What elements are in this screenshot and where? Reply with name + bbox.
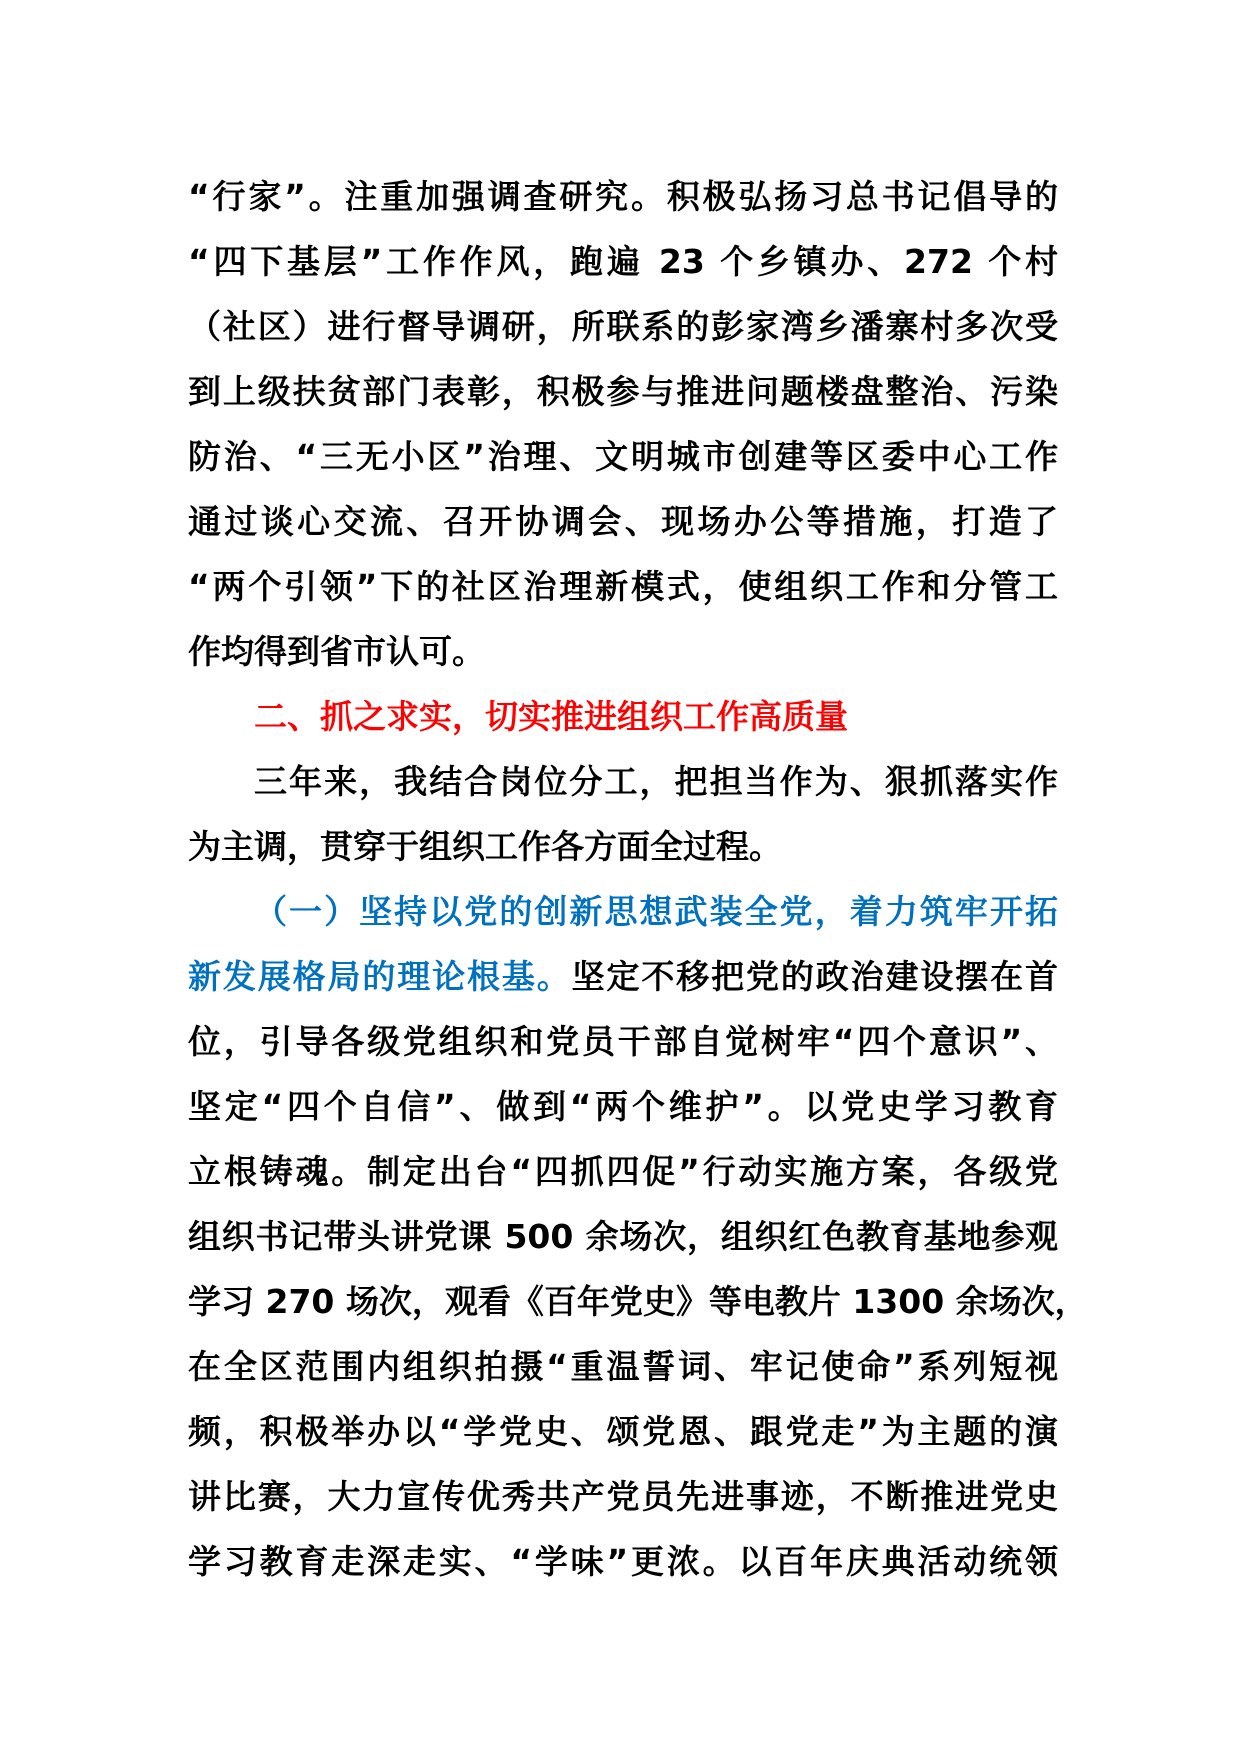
text-line: 讲比赛，大力宣传优秀共产党员先进事迹，不断推进党史 [188,1477,1058,1516]
text-line: 防治、“三无小区”治理、文明城市创建等区委中心工作 [188,437,1058,476]
text-line: 坚定“四个自信”、做到“两个维护”。以党史学习教育 [188,1087,1058,1126]
paragraph-section2-intro [188,749,1058,879]
text-line: 学习 270 场次，观看《百年党史》等电教片 1300 余场次， [188,1282,1088,1321]
text-line: 频，积极举办以“学党史、颂党恩、跟党走”为主题的演 [188,1412,1058,1451]
text-line: （社区）进行督导调研，所联系的彭家湾乡潘寨村多次受 [188,307,1058,346]
text-line: “两个引领”下的社区治理新模式，使组织工作和分管工 [188,567,1058,606]
text-line: 到上级扶贫部门表彰，积极参与推进问题楼盘整治、污染 [188,372,1058,411]
text-line: “行家”。注重加强调查研究。积极弘扬习总书记倡导的 [188,177,1058,216]
text-line: 三年来，我结合岗位分工，把担当作为、狠抓落实作 [254,762,1058,801]
text-line: 组织书记带头讲党课 500 余场次，组织红色教育基地参观 [188,1217,1058,1256]
text-line: “四下基层”工作作风，跑遍 23 个乡镇办、272 个村 [188,242,1058,281]
text-line: 位，引导各级党组织和党员干部自觉树牢“四个意识”、 [188,1022,1058,1061]
subsection-heading-1: （一）坚持以党的创新思想武装全党，着力筑牢开拓 [254,892,1058,931]
text-line-mixed [188,944,1058,1009]
section-heading-2: 二、抓之求实，切实推进组织工作高质量 [254,697,848,736]
text-line: 为主调，贯穿于组织工作各方面全过程。 [188,827,782,866]
text-line: 通过谈心交流、召开协调会、现场办公等措施，打造了 [188,502,1058,541]
paragraph-work-style [188,164,1058,684]
text-line: 学习教育走深走实、“学味”更浓。以百年庆典活动统领 [188,1542,1058,1581]
body-text-continued: 坚定不移把党的政治建设摆在首 [571,957,1058,996]
paragraph-subsection-1 [188,879,1088,1594]
text-line: 立根铸魂。制定出台“四抓四促”行动实施方案，各级党 [188,1152,1058,1191]
document-page [188,164,1088,1594]
text-line: 在全区范围内组织拍摄“重温誓词、牢记使命”系列短视 [188,1347,1058,1386]
text-line: 作均得到省市认可。 [188,632,485,671]
subsection-heading-1-continued: 新发展格局的理论根基。 [188,957,572,996]
